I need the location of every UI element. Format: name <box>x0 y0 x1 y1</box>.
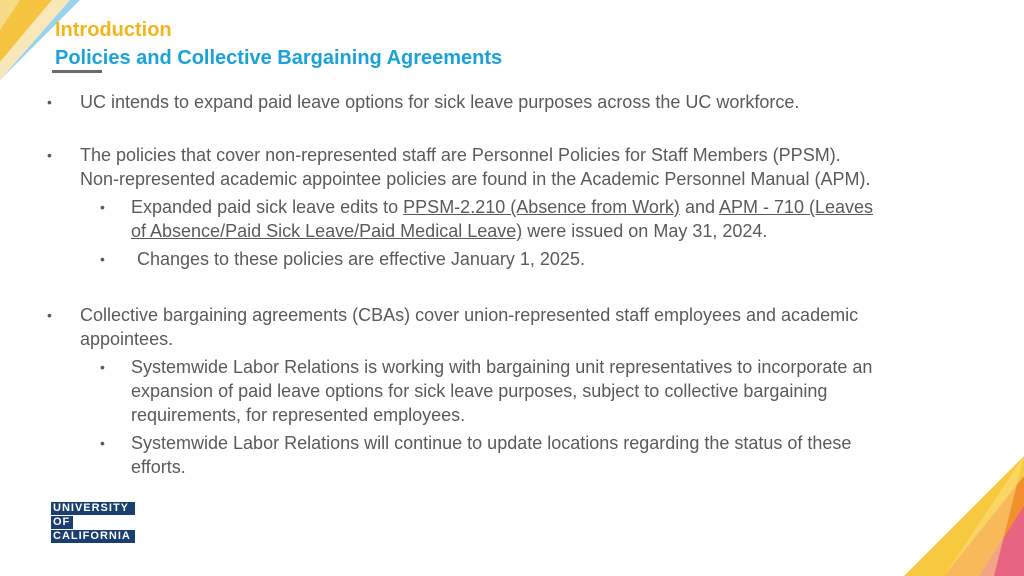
bullet-2-sub-1-line-1 <box>131 195 873 219</box>
bullet-2-sub-2: Changes to these policies are effective January 1, 2025. <box>137 249 585 269</box>
bullet-2-line-2: Non-represented academic appointee policies are found in the Academic Personnel Manual (APM). <box>80 169 871 189</box>
title-underline <box>52 70 102 73</box>
sub-bullet-marker: • <box>100 435 105 451</box>
logo-line-1: UNIVERSITY <box>51 502 135 515</box>
bottom-right-corner-decoration <box>884 456 1024 576</box>
bullet-2-sub-1-line-2 <box>131 219 767 243</box>
bullet-3-line-1: Collective bargaining agreements (CBAs) cover union-represented staff employees and academic <box>80 305 859 325</box>
bullet-3-sub-2-line-1: Systemwide Labor Relations will continue to update locations regarding the status of these <box>131 433 852 453</box>
ppsm-2210-link[interactable]: PPSM-2.210 (Absence from Work) <box>403 197 680 217</box>
university-of-california-logo <box>51 502 135 544</box>
sub-1-and: and <box>679 197 719 217</box>
bullet-3-sub-1-line-3: requirements, for represented employees. <box>131 405 466 425</box>
bullet-2-line-1: The policies that cover non-represented staff are Personnel Policies for Staff Members (PPSM). <box>80 145 841 165</box>
bullet-3-sub-1-line-2: expansion of paid leave options for sick leave purposes, subject to collective bargaining <box>131 381 828 401</box>
bullet-1-text: UC intends to expand paid leave options for sick leave purposes across the UC workforce. <box>80 92 800 112</box>
bullet-marker: • <box>47 94 52 110</box>
apm-710-link-part-2[interactable]: of Absence/Paid Sick Leave/Paid Medical Leave) <box>131 221 523 241</box>
bullet-3-sub-1-line-1: Systemwide Labor Relations is working with bargaining unit representatives to incorporate an <box>131 357 873 377</box>
sub-1-suffix: were issued on May 31, 2024. <box>522 221 768 241</box>
slide-title: Policies and Collective Bargaining Agreements <box>55 47 503 69</box>
bullet-marker: • <box>47 147 52 163</box>
bullet-marker: • <box>47 307 52 323</box>
logo-line-2: OF <box>51 516 73 529</box>
sub-bullet-marker: • <box>100 251 105 267</box>
apm-710-link-part-1[interactable]: APM - 710 (Leaves <box>718 197 874 217</box>
sub-1-prefix: Expanded paid sick leave edits to <box>131 197 404 217</box>
bullet-3-sub-2-line-2: efforts. <box>131 457 186 477</box>
section-label: Introduction <box>55 19 172 41</box>
sub-bullet-marker: • <box>100 199 105 215</box>
bullet-3-line-2: appointees. <box>80 329 174 349</box>
logo-line-3: CALIFORNIA <box>51 530 135 543</box>
sub-bullet-marker: • <box>100 359 105 375</box>
